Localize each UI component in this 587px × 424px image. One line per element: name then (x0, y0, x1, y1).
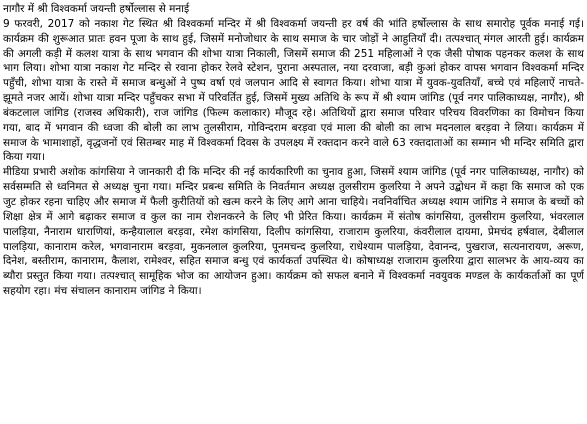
article-headline: नागौर में श्री विश्वकर्मा जयन्ती हर्षोल्लास से मनाई (3, 3, 190, 15)
article-paragraph-1: 9 फरवरी, 2017 को नकाश गेट स्थित श्री विश्वकर्मा मन्दिर में श्री विश्वकर्मा जयन्ती हर वर्ष की भांति हर्षोल्लास के साथ समारोह पूर्वक मनाई गई। कार्यक्रम की शुरूआत प्रातः हवन पूजा के साथ हुई, जिसमें मनोजोधार के साथ समाज के चार जोड़ों ने आहुतियाँ दी। तत्पश्चात् मंगल आरती हुई। कार्यक्रम की अगली कड़ी में कलश यात्रा के साथ भगवान की शोभा यात्रा निकाली, जिसमें समाज की 251 महिलाओं ने एक जैसी पोषाक पहनकर कलश के साथ भाग लिया। शोभा यात्रा नकाश गेट मन्दिर से रवाना होकर रेलवे स्टेशन, पुराना अस्पताल, नया दरवाजा, बड़ी कुआं होकर वापस भगवान विश्वकर्मा मन्दिर पहुँची, शोभा यात्रा के रास्ते में समाज बन्धुओं ने पुष्प वर्षा एवं जलपान आदि से स्वागत किया। शोभा यात्रा में युवक-युवतियाँ, बच्चे एवं महिलाऐं नाचते-झूमते नजर आयें। शोभा यात्रा मन्दिर पहुँचकर सभा में परिवर्तित हुई, जिसमें मुख्य अतिथि के रूप में श्री श्याम जांगिड (पूर्व नगर पालिकाध्यक्ष, नागौर), श्री बंकटलाल जांगिड (राजस्व अधिकारी), राज जांगिड (फिल्म कलाकार) मौजूद रहे। अतिथियों द्वारा समाज परिवार परिचय विवरणिका का विमोचन किया गया, बाद में भगवान की ध्वजा की बोली का लाभ तुलसीराम, गोविन्दराम बरड़वा एवं माला की बोली का लाभ मदनलाल बरड़वा ने लिया। कार्यक्रम में समाज के भामाशाहों, वृद्धजनों एवं सितम्बर माह में विश्वकर्मा दिवस के उपलक्ष्य में रक्तदान करने वाले 63 रक्तदाताओं का सम्मान भी मन्दिर समिति द्वारा किया गया। (3, 17, 584, 164)
article-paragraph-2: मीडिया प्रभारी अशोक कांगसिया ने जानकारी दी कि मन्दिर की नई कार्यकारिणी का चुनाव हुआ, जिसमें श्याम जांगिड (पूर्व नगर पालिकाध्यक्ष, नागौर) को सर्वसम्मति से ध्वनिमत से अध्यक्ष चुना गया। मन्दिर प्रबन्ध समिति के निवर्तमान अध्यक्ष तुलसीराम कुलरिया ने अपने उद्बोधन में कहा कि समाज को एक जुट होकर रहना चाहिए और समाज में फैली कुरीतियों को खत्म करने के लिए आगे आना चाहिये। नवनिर्वाचित अध्यक्ष श्याम जांगिड ने समाज के बच्चों को शिक्षा क्षेत्र में आगे बढ़ाकर समाज व कुल का नाम रोशनकरने के लिए भी प्रेरित किया। कार्यक्रम में संतोष कांगसिया, तुलसीराम कुलरिया, भंवरलाल पालड़िया, नैनाराम धाराणियां, कन्हैयालाल बरड़वा, रमेश कांगसिया, दिलीप कांगसिया, राजाराम कुलरिया, कंवरीलाल दायमा, प्रेमचंद हर्षवाल, देबीलाल पालड़िया, कानाराम करेल, भगवानाराम बरड़वा, मुकनलाल कुलरिया, पूनमचन्द कुलरिया, राधेश्याम पालड़िया, देवानन्द, पुखराज, सत्यनारायण, अरूण, दिनेश, बस्तीराम, कानाराम, कैलाश, रामेश्वर, सहित समाज बन्धु एवं कार्यकर्ता उपस्थित थे। कोषाध्यक्ष राजाराम कुलरिया द्वारा सालभर के आय-व्यय का ब्यौरा प्रस्तुत किया गया। तत्पश्चात् सामूहिक भोज का आयोजन हुआ। कार्यक्रम को सफल बनाने में विश्वकर्मा नवयुवक मण्डल के कार्यकर्ताओं का पूर्ण सहयोग रहा। मंच संचालन कानाराम जांगिड ने किया। (3, 166, 584, 298)
news-article (3, 2, 584, 422)
